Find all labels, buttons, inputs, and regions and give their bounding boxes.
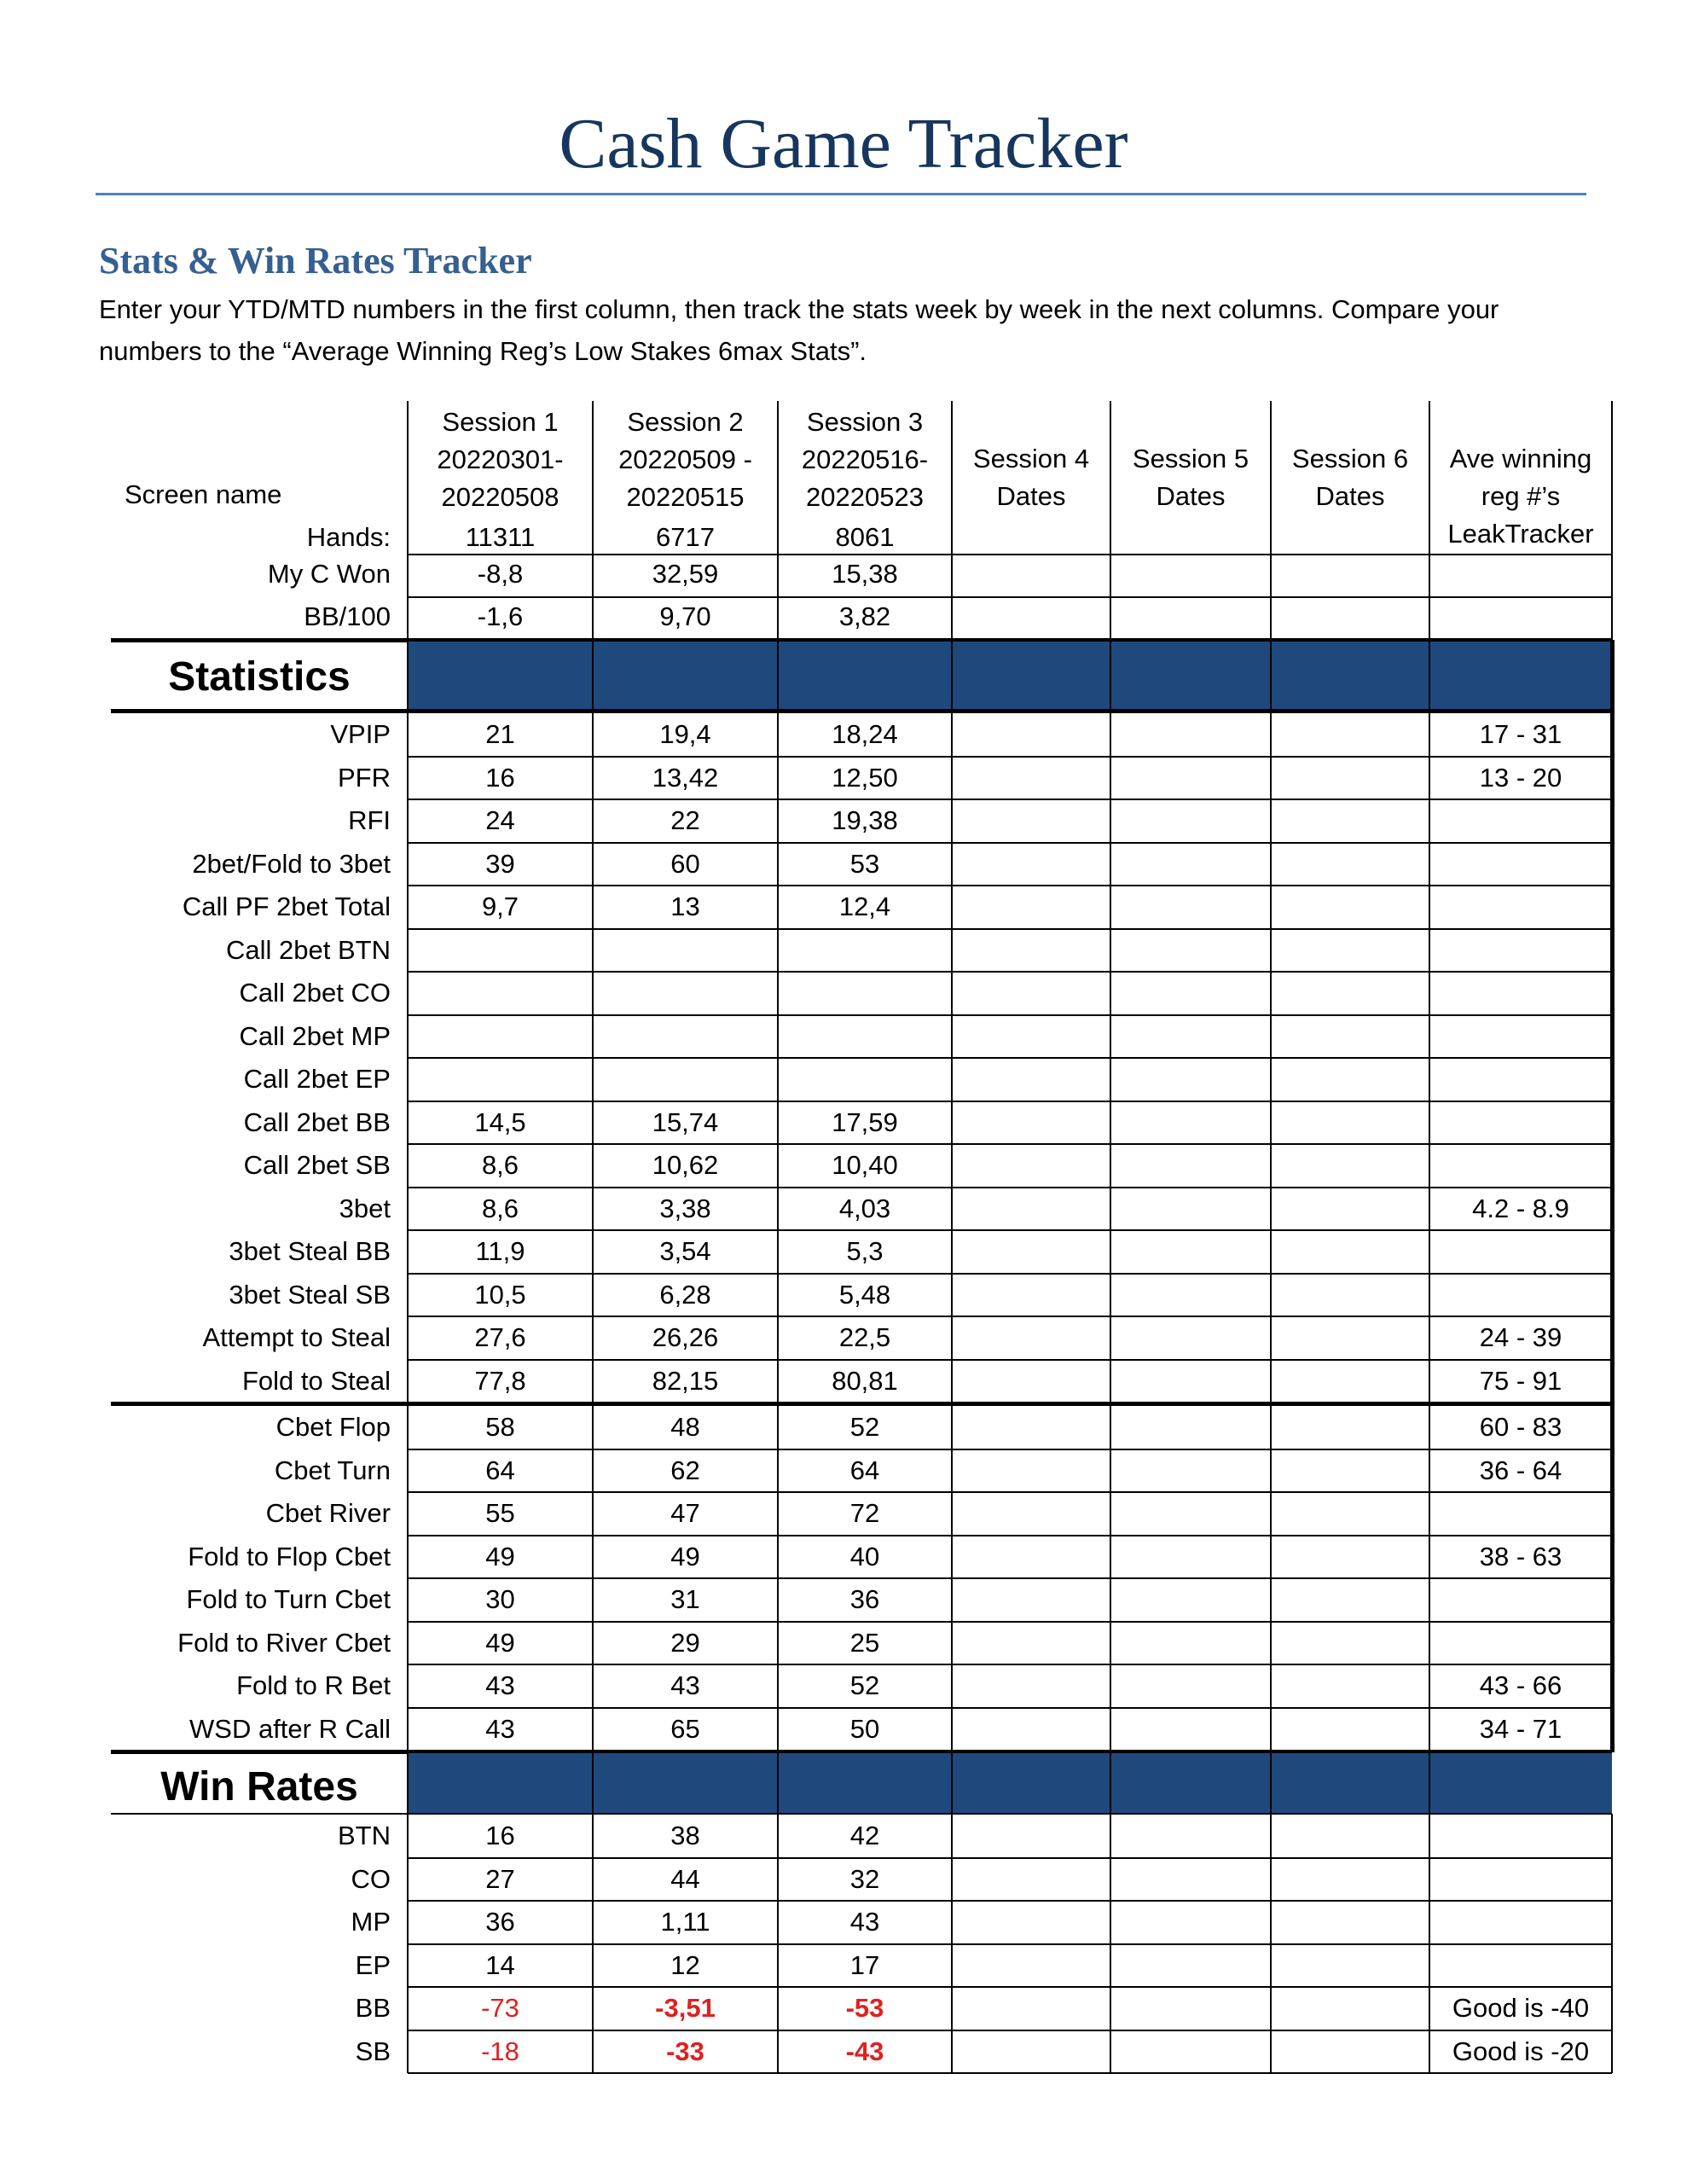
table-cell [1271, 1316, 1429, 1360]
table-cell [1429, 972, 1612, 1015]
table-gridline [1611, 1814, 1613, 2073]
table-cell [952, 1578, 1110, 1622]
table-cell: 10,62 [652, 1150, 719, 1181]
row-label: Fold to Flop Cbet [188, 1541, 391, 1571]
table-cell: 43 - 66 [1479, 1670, 1562, 1701]
table-cell [952, 1406, 1110, 1449]
row-label: Call 2bet MP [239, 1020, 391, 1051]
table-cell: 3,38 [659, 1193, 711, 1223]
table-cell [1271, 843, 1429, 886]
table-cell [1110, 1360, 1271, 1403]
table-cell [1110, 2030, 1271, 2074]
table-cell [1110, 1144, 1271, 1188]
table-cell [952, 929, 1110, 973]
table-cell [1271, 1230, 1429, 1274]
table-cell: 8,6 [481, 1150, 519, 1181]
table-cell [952, 1536, 1110, 1579]
table-cell: 55 [485, 1498, 515, 1529]
table-cell [1429, 555, 1612, 594]
win-rates-label: Win Rates [160, 1764, 358, 1809]
table-cell: 3,82 [838, 601, 891, 631]
table-cell [1271, 1449, 1429, 1493]
table-cell: 4.2 - 8.9 [1472, 1193, 1569, 1223]
table-cell [1110, 1858, 1271, 1902]
table-cell [952, 1360, 1110, 1403]
table-cell [1110, 929, 1271, 973]
table-cell: 58 [485, 1412, 515, 1443]
table-gridline [1110, 401, 1111, 2073]
table-cell: 12,50 [832, 762, 898, 793]
column-header: Session 3 20220516- 20220523 [801, 407, 929, 512]
table-cell [1271, 518, 1429, 557]
table-cell [1271, 1815, 1429, 1858]
table-cell [1271, 1274, 1429, 1317]
row-label: WSD after R Call [189, 1713, 391, 1744]
table-cell [1110, 518, 1271, 557]
table-cell [778, 972, 952, 1015]
table-cell [952, 1101, 1110, 1145]
table-cell [1110, 1815, 1271, 1858]
row-label: RFI [348, 805, 391, 836]
column-header: Session 1 20220301- 20220508 [437, 407, 564, 512]
table-cell [593, 1058, 778, 1101]
table-cell [1110, 757, 1271, 800]
table-cell [1429, 799, 1612, 843]
table-cell [952, 1015, 1110, 1059]
table-cell: 42 [849, 1821, 880, 1851]
table-cell: 77,8 [474, 1365, 526, 1396]
table-cell: 62 [670, 1455, 700, 1485]
table-cell [952, 843, 1110, 886]
table-cell [1110, 886, 1271, 929]
table-cell [1271, 597, 1429, 636]
table-cell [1271, 1987, 1429, 2030]
table-cell [1110, 1944, 1271, 1988]
table-cell: 10,5 [474, 1279, 526, 1310]
table-cell: -33 [666, 2036, 704, 2066]
table-cell [1271, 1144, 1429, 1188]
table-cell [1429, 1901, 1612, 1944]
intro-paragraph: Enter your YTD/MTD numbers in the first column, then track the stats week by week in the next columns. Compare your numbers to the “Average Winning Reg’s Low Stakes 6max Stats”. [99, 294, 1499, 366]
table-cell: 32 [849, 1863, 880, 1894]
table-cell: 43 [485, 1713, 515, 1744]
table-cell [778, 1015, 952, 1059]
table-cell: 1,11 [660, 1907, 710, 1937]
table-cell: 26,26 [652, 1322, 719, 1353]
table-cell: 36 - 64 [1479, 1455, 1562, 1485]
table-cell [1271, 555, 1429, 594]
column-header: Session 5 Dates [1132, 444, 1249, 511]
table-cell: 60 - 83 [1479, 1412, 1562, 1443]
page-title: Cash Game Tracker [559, 104, 1128, 183]
table-cell: 3,54 [659, 1236, 711, 1267]
table-cell [778, 1058, 952, 1101]
table-cell: 11,9 [475, 1236, 525, 1267]
table-cell: -43 [845, 2036, 884, 2066]
table-cell: 4,03 [838, 1193, 891, 1223]
table-cell: 82,15 [652, 1365, 719, 1396]
table-cell: 22 [670, 805, 700, 836]
table-cell: 5,3 [846, 1236, 884, 1267]
table-cell [1110, 1188, 1271, 1231]
table-cell: -18 [481, 2036, 519, 2066]
table-cell: 47 [670, 1498, 700, 1529]
section-heading: Stats & Win Rates Tracker [99, 240, 532, 282]
table-cell [1271, 1664, 1429, 1708]
table-cell [952, 1987, 1110, 2030]
row-label: Call 2bet BB [243, 1107, 391, 1137]
table-cell: 8,6 [481, 1193, 519, 1223]
row-label: Fold to River Cbet [177, 1627, 391, 1658]
table-cell: 12 [670, 1949, 700, 1980]
table-cell [778, 929, 952, 973]
column-header: Session 6 Dates [1291, 444, 1409, 511]
table-cell: 9,70 [659, 601, 711, 631]
table-cell [1271, 1536, 1429, 1579]
row-label: 3bet Steal SB [229, 1279, 391, 1310]
table-cell [1271, 886, 1429, 929]
row-label: Cbet Flop [275, 1412, 391, 1443]
table-gridline [111, 709, 1612, 713]
row-label: Call 2bet CO [239, 978, 391, 1008]
table-cell [1110, 1578, 1271, 1622]
table-cell: 32,59 [652, 559, 719, 589]
table-cell: 30 [485, 1584, 515, 1615]
table-cell [1271, 929, 1429, 973]
table-cell: 34 - 71 [1479, 1713, 1562, 1744]
row-label: 3bet [339, 1193, 391, 1223]
table-cell [1271, 2030, 1429, 2074]
table-cell: 24 - 39 [1479, 1322, 1562, 1353]
table-cell [408, 929, 593, 973]
table-cell [408, 972, 593, 1015]
table-cell: 64 [485, 1455, 515, 1485]
table-cell [1271, 1406, 1429, 1449]
table-cell: 13 - 20 [1479, 762, 1562, 793]
table-cell: 49 [670, 1541, 700, 1571]
table-cell [1429, 518, 1612, 557]
table-cell [1271, 1901, 1429, 1944]
row-label: BB [355, 1993, 391, 2024]
row-label: 2bet/Fold to 3bet [192, 848, 391, 879]
table-cell [952, 1449, 1110, 1493]
table-cell [593, 1015, 778, 1059]
table-cell [1429, 1944, 1612, 1988]
table-cell [1271, 757, 1429, 800]
table-cell [952, 1708, 1110, 1751]
row-label: Attempt to Steal [202, 1322, 391, 1353]
table-cell: 9,7 [481, 892, 519, 922]
table-cell [1271, 1101, 1429, 1145]
table-gridline [1611, 401, 1613, 640]
table-cell [1110, 843, 1271, 886]
table-gridline [592, 401, 594, 2073]
table-cell [1110, 1101, 1271, 1145]
table-cell: 14 [485, 1949, 515, 1980]
row-label: Call 2bet EP [243, 1064, 391, 1095]
table-cell [1429, 1015, 1612, 1059]
screen-name-label: Screen name [125, 479, 282, 509]
table-cell [593, 929, 778, 973]
row-label: 3bet Steal BB [229, 1236, 391, 1267]
table-cell: 21 [485, 719, 515, 750]
row-label: Fold to Turn Cbet [186, 1584, 391, 1615]
table-cell [952, 757, 1110, 800]
table-gridline [408, 554, 1612, 555]
table-cell [1110, 1987, 1271, 2030]
table-cell [1110, 597, 1271, 636]
table-cell [952, 518, 1110, 557]
table-cell: 52 [849, 1670, 880, 1701]
table-cell: 40 [849, 1541, 880, 1571]
table-cell [1110, 1492, 1271, 1536]
table-cell: 49 [485, 1627, 515, 1658]
table-gridline [1610, 640, 1615, 1752]
table-cell [952, 1664, 1110, 1708]
table-cell: 25 [849, 1627, 880, 1658]
table-cell [1271, 713, 1429, 757]
table-cell [1429, 1815, 1612, 1858]
row-label: My C Won [267, 559, 391, 589]
table-cell: 6,28 [659, 1279, 711, 1310]
row-label: Cbet River [265, 1498, 391, 1529]
table-cell: Good is -40 [1452, 1993, 1590, 2024]
table-cell: -3,51 [655, 1993, 716, 2024]
table-cell [1110, 1316, 1271, 1360]
table-cell [952, 1622, 1110, 1665]
table-cell [1271, 972, 1429, 1015]
row-label: Call 2bet SB [243, 1150, 391, 1181]
row-label: Call 2bet BTN [226, 934, 391, 965]
table-cell [952, 799, 1110, 843]
table-cell: 43 [849, 1907, 880, 1937]
table-cell: 17 [849, 1949, 880, 1980]
table-cell [952, 713, 1110, 757]
column-header: Session 2 20220509 - 20220515 [618, 407, 752, 512]
table-cell: 65 [670, 1713, 700, 1744]
table-cell: 43 [670, 1670, 700, 1701]
table-cell [952, 1058, 1110, 1101]
table-cell: 27,6 [474, 1322, 526, 1353]
column-header: Ave winning reg #’s LeakTracker [1447, 444, 1594, 549]
table-cell [1271, 799, 1429, 843]
table-cell: 50 [849, 1713, 880, 1744]
table-cell [593, 972, 778, 1015]
table-cell: 38 [670, 1821, 700, 1851]
row-label: EP [355, 1949, 391, 1980]
table-cell: 8061 [835, 522, 895, 552]
table-cell [952, 2030, 1110, 2074]
table-cell: 72 [849, 1498, 880, 1529]
table-cell [952, 972, 1110, 1015]
table-cell: 52 [849, 1412, 880, 1443]
table-cell: 29 [670, 1627, 700, 1658]
table-cell [1429, 1230, 1612, 1274]
table-cell [1110, 1901, 1271, 1944]
table-cell: 36 [849, 1584, 880, 1615]
table-cell: 64 [849, 1455, 880, 1485]
table-cell [1429, 929, 1612, 973]
table-cell [1429, 1622, 1612, 1665]
table-gridline [1429, 401, 1430, 2073]
table-cell: Good is -20 [1452, 2036, 1590, 2066]
table-cell: 15,38 [832, 559, 898, 589]
table-cell [952, 886, 1110, 929]
table-cell [1110, 555, 1271, 594]
row-label: Fold to Steal [241, 1365, 391, 1396]
table-cell [952, 1144, 1110, 1188]
table-cell [1429, 886, 1612, 929]
row-label: Fold to R Bet [236, 1670, 391, 1701]
row-label: MP [351, 1907, 391, 1937]
table-cell [1110, 713, 1271, 757]
table-gridline [407, 401, 409, 2073]
table-cell [952, 1858, 1110, 1902]
table-cell [1271, 1944, 1429, 1988]
table-cell [1429, 1858, 1612, 1902]
row-label: SB [355, 2036, 391, 2066]
table-cell: 16 [485, 1821, 515, 1851]
column-header: Session 4 Dates [972, 444, 1090, 511]
table-cell [1429, 1101, 1612, 1145]
table-cell: 39 [485, 848, 515, 879]
table-cell: 16 [485, 762, 515, 793]
row-label: CO [351, 1863, 391, 1894]
table-cell [408, 1015, 593, 1059]
row-label: PFR [338, 762, 391, 793]
table-gridline [777, 401, 779, 2073]
table-gridline [951, 401, 953, 2073]
table-cell: 22,5 [838, 1322, 891, 1353]
table-cell [952, 1188, 1110, 1231]
table-cell: 13,42 [652, 762, 719, 793]
table-cell: 43 [485, 1670, 515, 1701]
table-cell: 75 - 91 [1479, 1365, 1562, 1396]
table-cell: -73 [481, 1993, 519, 2024]
table-cell [952, 1944, 1110, 1988]
table-cell: 38 - 63 [1479, 1541, 1562, 1571]
table-cell: 13 [670, 892, 700, 922]
table-cell: 6717 [656, 522, 715, 552]
table-cell [408, 1058, 593, 1101]
table-cell: 24 [485, 805, 515, 836]
table-cell: -1,6 [477, 601, 524, 631]
table-cell: 36 [485, 1907, 515, 1937]
table-gridline [111, 1402, 1612, 1406]
row-label: Call PF 2bet Total [182, 892, 391, 922]
table-cell [952, 597, 1110, 636]
table-cell [1271, 1492, 1429, 1536]
table-cell [1429, 597, 1612, 636]
table-cell [952, 1901, 1110, 1944]
table-cell: 60 [670, 848, 700, 879]
table-cell [952, 1815, 1110, 1858]
table-cell: 19,38 [832, 805, 898, 836]
table-cell: 12,4 [838, 892, 891, 922]
table-cell [1271, 1858, 1429, 1902]
table-cell [1271, 1622, 1429, 1665]
table-cell [1110, 1274, 1271, 1317]
win-rates-band [408, 1753, 1612, 1814]
table-cell [1271, 1188, 1429, 1231]
table-gridline [408, 596, 1612, 598]
table-cell [1110, 1015, 1271, 1059]
table-cell [1110, 1708, 1271, 1751]
table-cell [1110, 1622, 1271, 1665]
table-cell [1110, 1406, 1271, 1449]
statistics-band [408, 642, 1612, 711]
table-cell: 17,59 [832, 1107, 898, 1137]
table-cell [1429, 843, 1612, 886]
table-cell: 14,5 [474, 1107, 526, 1137]
table-cell [1429, 1058, 1612, 1101]
table-cell: 19,4 [659, 719, 711, 750]
table-cell [952, 1274, 1110, 1317]
table-cell: 27 [485, 1863, 515, 1894]
table-cell [1429, 1274, 1612, 1317]
table-cell [1429, 1578, 1612, 1622]
table-cell [1110, 1449, 1271, 1493]
row-label: BTN [338, 1821, 391, 1851]
table-cell: -8,8 [477, 559, 524, 589]
table-cell [952, 1230, 1110, 1274]
table-cell: 5,48 [838, 1279, 891, 1310]
row-label: Cbet Turn [274, 1455, 391, 1485]
table-cell: 48 [670, 1412, 700, 1443]
row-label: VPIP [330, 719, 391, 750]
table-cell: 11311 [465, 522, 536, 552]
table-cell: -53 [845, 1993, 884, 2024]
table-cell: 53 [849, 848, 880, 879]
row-label: BB/100 [304, 601, 391, 631]
table-cell [952, 1492, 1110, 1536]
statistics-label: Statistics [168, 654, 351, 700]
table-cell: 18,24 [832, 719, 898, 750]
table-cell [1429, 1144, 1612, 1188]
table-cell [952, 1316, 1110, 1360]
table-cell [1110, 1536, 1271, 1579]
table-cell [1271, 1058, 1429, 1101]
table-cell [1110, 1058, 1271, 1101]
table-cell [1271, 1578, 1429, 1622]
table-cell [1271, 1360, 1429, 1403]
table-cell [1110, 1230, 1271, 1274]
table-cell [952, 555, 1110, 594]
table-cell [1429, 1492, 1612, 1536]
table-cell [1110, 1664, 1271, 1708]
table-cell: 80,81 [832, 1365, 898, 1396]
table-cell: 10,40 [832, 1150, 898, 1181]
table-cell: 15,74 [652, 1107, 719, 1137]
table-cell: 17 - 31 [1479, 719, 1562, 750]
table-cell: 44 [670, 1863, 700, 1894]
table-cell: 31 [670, 1584, 700, 1615]
table-gridline [1270, 401, 1272, 2073]
table-gridline [408, 2072, 1612, 2074]
table-cell [1110, 972, 1271, 1015]
table-cell: 49 [485, 1541, 515, 1571]
row-label: Hands: [306, 522, 391, 552]
table-cell [1110, 799, 1271, 843]
table-cell [1271, 1708, 1429, 1751]
table-cell [1271, 1015, 1429, 1059]
